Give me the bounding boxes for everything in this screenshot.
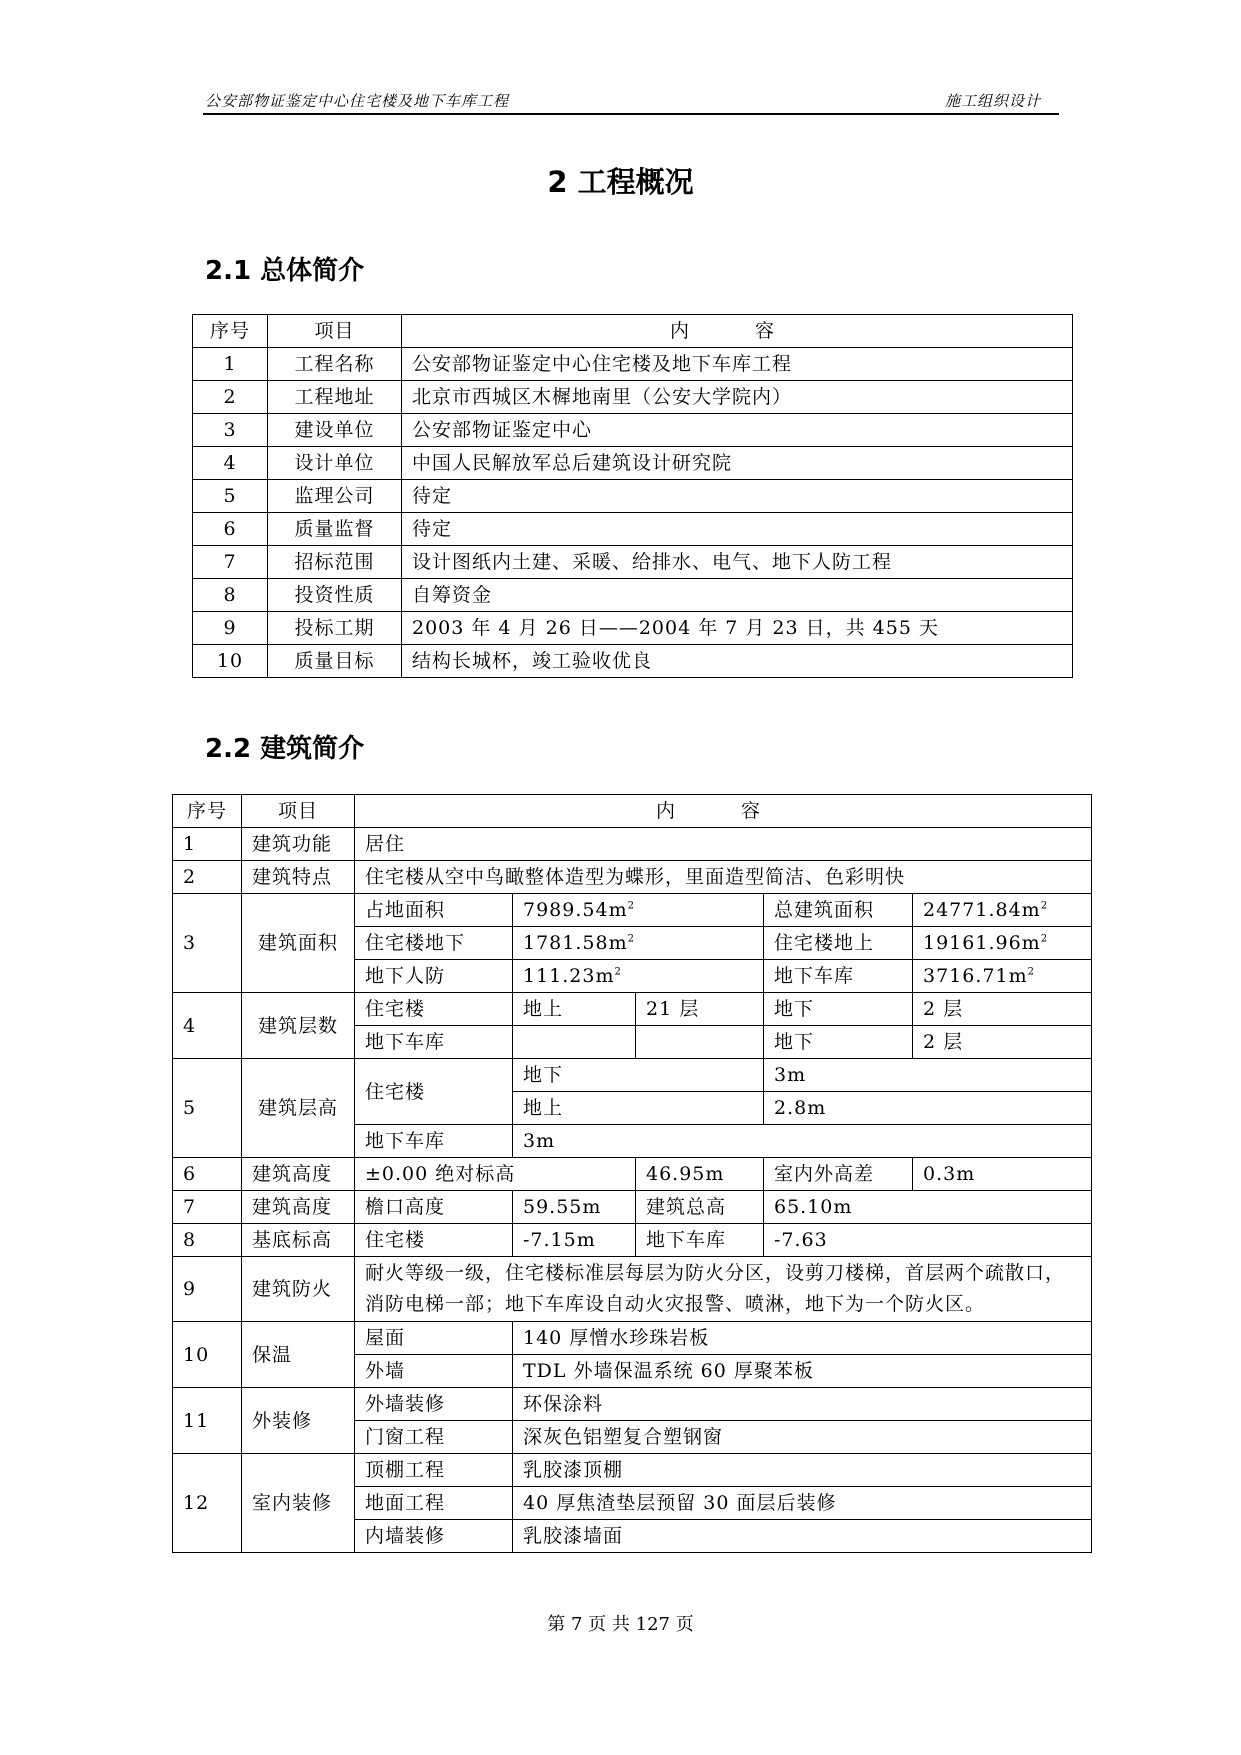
cell-label: 建筑总高 [636, 1191, 764, 1224]
table-row [193, 579, 1073, 612]
header-rule [203, 113, 1059, 115]
cell-label: 地上 [513, 1092, 764, 1125]
row-content: 耐火等级一级，住宅楼标准层每层为防火分区，设剪刀楼梯，首层两个疏散口，消防电梯一部；地下车库设自动火灾报警、喷淋，地下为一个防火区。 [355, 1257, 1092, 1322]
row-no: 10 [193, 645, 268, 678]
row-no: 10 [173, 1322, 242, 1388]
cell-label: 地面工程 [355, 1487, 513, 1520]
row-no: 5 [193, 480, 268, 513]
cell-label: 住宅楼 [355, 993, 513, 1026]
row-item: 工程名称 [268, 348, 402, 381]
cell-label: 内墙装修 [355, 1520, 513, 1553]
header-project-name: 公安部物证鉴定中心住宅楼及地下车库工程 [205, 92, 510, 110]
cell-label: 地下车库 [764, 960, 913, 993]
cell-value: 3m [513, 1125, 1092, 1158]
cell-value: 2 层 [913, 1026, 1092, 1059]
col-header-no: 序号 [173, 795, 242, 828]
cell-value: 59.55m [513, 1191, 636, 1224]
cell-label: 住宅楼 [355, 1059, 513, 1125]
row-item: 监理公司 [268, 480, 402, 513]
row-item: 基底标高 [242, 1224, 355, 1257]
row-content: 自筹资金 [402, 579, 1073, 612]
cell-value: 2 层 [913, 993, 1092, 1026]
row-item: 外装修 [242, 1388, 355, 1454]
row-no: 1 [173, 828, 242, 861]
cell-label: 顶棚工程 [355, 1454, 513, 1487]
cell-value: 地上 [513, 993, 636, 1026]
row-item: 投资性质 [268, 579, 402, 612]
row-no: 1 [193, 348, 268, 381]
cell-value: 3m [764, 1059, 1092, 1092]
cell-value [636, 1026, 764, 1059]
row-content: 2003 年 4 月 26 日——2004 年 7 月 23 日，共 455 天 [402, 612, 1073, 645]
row-content: 结构长城杯，竣工验收优良 [402, 645, 1073, 678]
cell-label: 总建筑面积 [764, 894, 913, 927]
cell-value: $19161.96m^2$ [913, 927, 1092, 960]
row-no: 9 [193, 612, 268, 645]
cell-label: 地下车库 [355, 1125, 513, 1158]
row-item: 建筑防火 [242, 1257, 355, 1322]
table-row [173, 894, 1092, 927]
row-content: 待定 [402, 480, 1073, 513]
cell-value: 环保涂料 [513, 1388, 1092, 1421]
row-no: 11 [173, 1388, 242, 1454]
cell-label: 外墙装修 [355, 1388, 513, 1421]
building-table [172, 794, 1092, 1553]
table-row [173, 828, 1092, 861]
row-item: 建设单位 [268, 414, 402, 447]
col-header-content: 内 容 [402, 315, 1073, 348]
cell-value: 21 层 [636, 993, 764, 1026]
section-heading-overview: 2.1 总体简介 [205, 256, 365, 286]
row-item: 建筑高度 [242, 1191, 355, 1224]
row-no: 6 [173, 1158, 242, 1191]
row-item: 建筑层数 [242, 993, 355, 1059]
cell-value: -7.15m [513, 1224, 636, 1257]
table-row [193, 447, 1073, 480]
cell-label: ±0.00 绝对标高 [355, 1158, 636, 1191]
row-item: 保温 [242, 1322, 355, 1388]
row-item: 工程地址 [268, 381, 402, 414]
row-item: 投标工期 [268, 612, 402, 645]
col-header-item: 项目 [242, 795, 355, 828]
cell-value: $24771.84m^2$ [913, 894, 1092, 927]
row-no: 7 [173, 1191, 242, 1224]
cell-label: 外墙 [355, 1355, 513, 1388]
col-header-item: 项目 [268, 315, 402, 348]
header-doc-type: 施工组织设计 [944, 92, 1041, 110]
cell-value: $1781.58m^2$ [513, 927, 764, 960]
cell-label: 地下车库 [355, 1026, 513, 1059]
cell-label: 地下车库 [636, 1224, 764, 1257]
overview-table [192, 314, 1073, 678]
table-row [193, 348, 1073, 381]
table-row [173, 861, 1092, 894]
row-content: 北京市西城区木樨地南里（公安大学院内） [402, 381, 1073, 414]
row-no: 9 [173, 1257, 242, 1322]
table-row [173, 1454, 1092, 1487]
row-no: 3 [173, 894, 242, 993]
row-content: 待定 [402, 513, 1073, 546]
cell-value: 深灰色铝塑复合塑钢窗 [513, 1421, 1092, 1454]
cell-label: 室内外高差 [764, 1158, 913, 1191]
table-row [173, 1059, 1092, 1092]
table-row [193, 645, 1073, 678]
cell-value: 40 厚焦渣垫层预留 30 面层后装修 [513, 1487, 1092, 1520]
row-no: 2 [193, 381, 268, 414]
cell-label: 地下人防 [355, 960, 513, 993]
row-no: 8 [193, 579, 268, 612]
cell-value: $3716.71m^2$ [913, 960, 1092, 993]
table-row [173, 1322, 1092, 1355]
table-header-row [173, 795, 1092, 828]
row-item: 室内装修 [242, 1454, 355, 1553]
row-content: 居住 [355, 828, 1092, 861]
table-row [193, 381, 1073, 414]
page-footer: 第 7 页 共 127 页 [547, 1614, 694, 1635]
row-no: 5 [173, 1059, 242, 1158]
table-row [193, 414, 1073, 447]
cell-value: TDL 外墙保温系统 60 厚聚苯板 [513, 1355, 1092, 1388]
cell-label: 地下 [513, 1059, 764, 1092]
row-content: 公安部物证鉴定中心住宅楼及地下车库工程 [402, 348, 1073, 381]
table-row [193, 480, 1073, 513]
row-item: 建筑面积 [242, 894, 355, 993]
row-item: 质量监督 [268, 513, 402, 546]
cell-value [513, 1026, 636, 1059]
cell-value: 65.10m [764, 1191, 1092, 1224]
table-row [173, 1224, 1092, 1257]
cell-value: -7.63 [764, 1224, 1092, 1257]
row-item: 建筑特点 [242, 861, 355, 894]
cell-value: 乳胶漆墙面 [513, 1520, 1092, 1553]
cell-value: 0.3m [913, 1158, 1092, 1191]
cell-label: 檐口高度 [355, 1191, 513, 1224]
cell-label: 门窗工程 [355, 1421, 513, 1454]
cell-label: 地下 [764, 993, 913, 1026]
cell-value: $111.23m^2$ [513, 960, 764, 993]
table-row [173, 1388, 1092, 1421]
row-item: 建筑高度 [242, 1158, 355, 1191]
table-row [173, 1191, 1092, 1224]
cell-value: 46.95m [636, 1158, 764, 1191]
row-item: 建筑功能 [242, 828, 355, 861]
row-no: 12 [173, 1454, 242, 1553]
cell-label: 住宅楼地下 [355, 927, 513, 960]
col-header-no: 序号 [193, 315, 268, 348]
cell-label: 地下 [764, 1026, 913, 1059]
cell-label: 屋面 [355, 1322, 513, 1355]
row-no: 6 [193, 513, 268, 546]
col-header-content: 内 容 [355, 795, 1092, 828]
row-item: 设计单位 [268, 447, 402, 480]
row-content: 设计图纸内土建、采暖、给排水、电气、地下人防工程 [402, 546, 1073, 579]
row-no: 8 [173, 1224, 242, 1257]
cell-value: 乳胶漆顶棚 [513, 1454, 1092, 1487]
cell-label: 住宅楼 [355, 1224, 513, 1257]
table-header-row [193, 315, 1073, 348]
cell-value: 140 厚憎水珍珠岩板 [513, 1322, 1092, 1355]
row-content: 住宅楼从空中鸟瞰整体造型为蝶形，里面造型简洁、色彩明快 [355, 861, 1092, 894]
row-content: 公安部物证鉴定中心 [402, 414, 1073, 447]
row-no: 2 [173, 861, 242, 894]
row-content: 中国人民解放军总后建筑设计研究院 [402, 447, 1073, 480]
cell-value: $7989.54m^2$ [513, 894, 764, 927]
cell-label: 占地面积 [355, 894, 513, 927]
table-row [173, 1158, 1092, 1191]
table-row [193, 612, 1073, 645]
page-title: 2 工程概况 [547, 165, 694, 199]
row-item: 质量目标 [268, 645, 402, 678]
cell-label: 住宅楼地上 [764, 927, 913, 960]
row-item: 招标范围 [268, 546, 402, 579]
table-row [193, 546, 1073, 579]
row-no: 4 [193, 447, 268, 480]
row-no: 3 [193, 414, 268, 447]
row-no: 4 [173, 993, 242, 1059]
row-item: 建筑层高 [242, 1059, 355, 1158]
cell-value: 2.8m [764, 1092, 1092, 1125]
table-row [193, 513, 1073, 546]
table-row [173, 1257, 1092, 1322]
table-row [173, 993, 1092, 1026]
row-no: 7 [193, 546, 268, 579]
section-heading-building: 2.2 建筑简介 [205, 734, 365, 764]
